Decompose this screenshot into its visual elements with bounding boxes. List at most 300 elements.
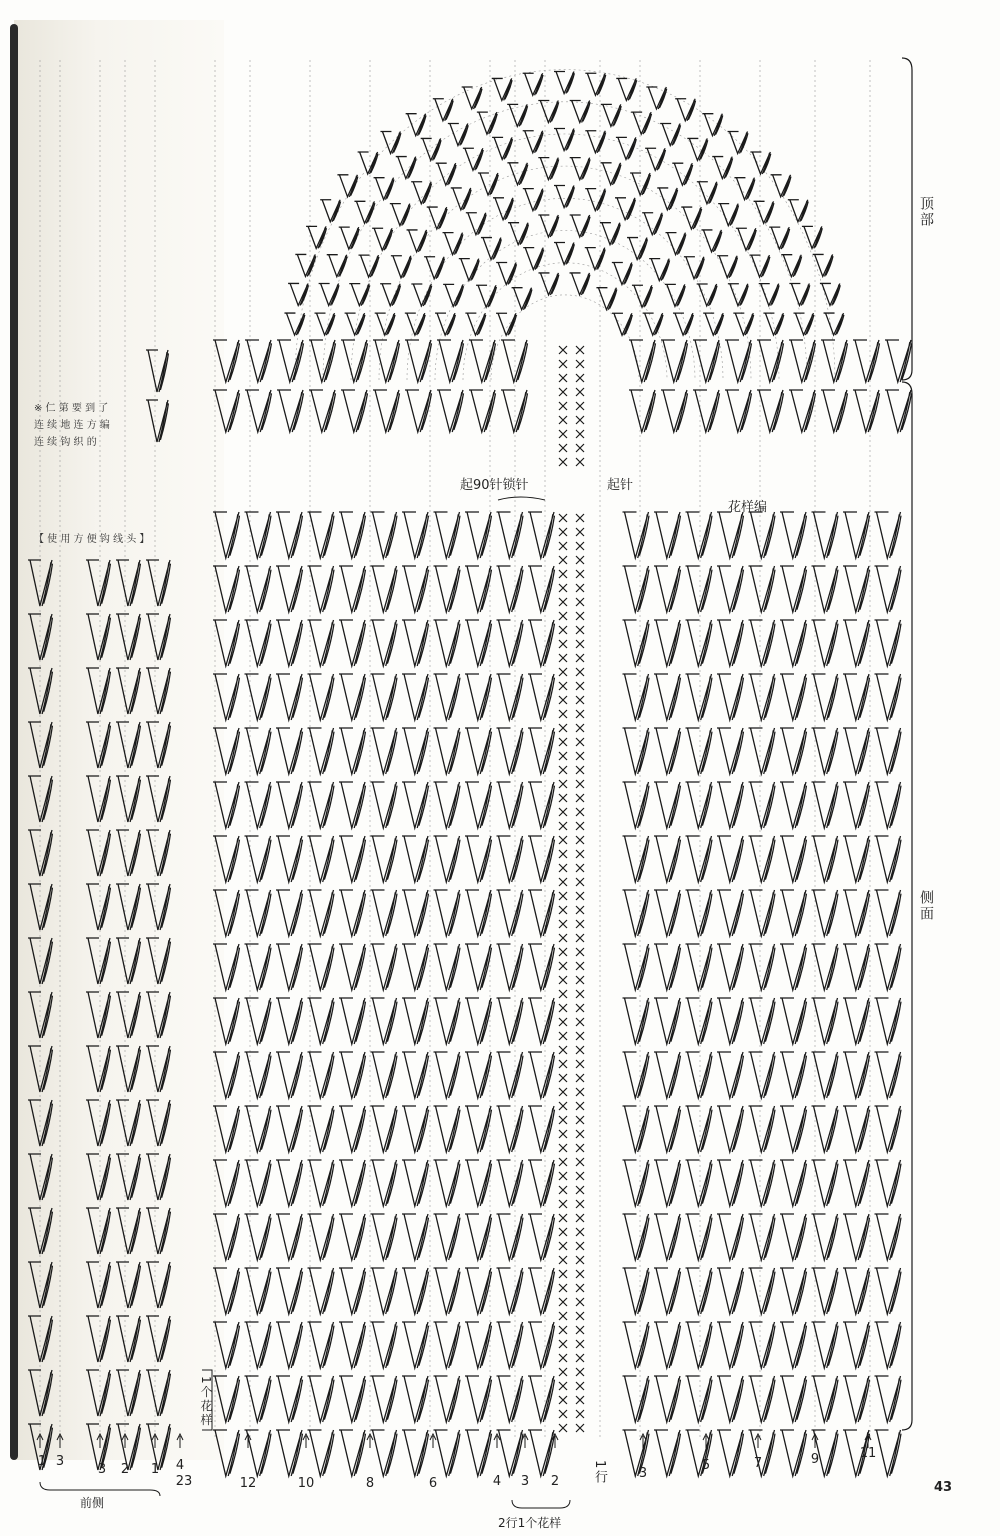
stitch-icon (284, 313, 304, 335)
stitch-icon (780, 1052, 806, 1098)
stitch-icon (116, 884, 140, 930)
x-chain-stitch-icon (559, 990, 567, 998)
stitch-icon (749, 1214, 775, 1260)
stitch-icon (245, 728, 271, 774)
stitch-icon (465, 836, 491, 882)
stitch-icon (780, 512, 806, 558)
x-chain-stitch-icon (576, 948, 584, 956)
stitch-icon (733, 313, 753, 335)
stitch-icon (405, 340, 431, 382)
stitch-icon (749, 1268, 775, 1314)
x-chain-stitch-icon (559, 1312, 567, 1320)
stitch-icon (717, 1106, 743, 1152)
stitch-icon (146, 560, 170, 606)
stitch-icon (86, 884, 110, 930)
stitch-icon (654, 1214, 680, 1260)
stitch-icon (339, 1376, 365, 1422)
stitch-icon (402, 620, 428, 666)
stitch-icon (276, 1322, 302, 1368)
stitch-icon (146, 776, 170, 822)
stitch-icon (371, 836, 397, 882)
x-chain-stitch-icon (559, 346, 567, 354)
stitch-icon (875, 782, 901, 828)
stitch-icon (749, 512, 775, 558)
stitch-icon (434, 620, 460, 666)
stitch-icon (570, 100, 590, 122)
x-chain-stitch-icon (559, 1410, 567, 1418)
stitch-icon (276, 1160, 302, 1206)
stitch-icon (528, 566, 554, 612)
stitch-icon (116, 668, 140, 714)
stitch-icon (585, 248, 605, 270)
stitch-icon (717, 836, 743, 882)
stitch-icon (402, 1214, 428, 1260)
stitch-icon (875, 728, 901, 774)
stitch-icon (371, 620, 397, 666)
stitch-icon (687, 138, 707, 160)
x-chain-stitch-icon (559, 1354, 567, 1362)
stitch-icon (523, 131, 543, 153)
stitch-icon (213, 998, 239, 1044)
stitch-icon (853, 390, 879, 432)
stitch-icon (843, 836, 869, 882)
x-chain-stitch-icon (559, 612, 567, 620)
x-chain-stitch-icon (576, 1382, 584, 1390)
x-chain-stitch-icon (576, 990, 584, 998)
x-chain-stitch-icon (559, 822, 567, 830)
x-chain-stitch-icon (559, 1228, 567, 1236)
stitch-icon (308, 728, 334, 774)
stitch-icon (434, 782, 460, 828)
stitch-icon (276, 836, 302, 882)
stitch-icon (654, 1376, 680, 1422)
x-chain-stitch-icon (559, 836, 567, 844)
stitch-icon (623, 620, 649, 666)
x-chain-stitch-icon (559, 1116, 567, 1124)
stitch-icon (528, 998, 554, 1044)
stitch-icon (245, 340, 271, 382)
stitch-icon (465, 944, 491, 990)
stitch-icon (843, 1160, 869, 1206)
stitch-icon (276, 1052, 302, 1098)
stitch-icon (358, 152, 378, 174)
stitch-icon (339, 1268, 365, 1314)
stitch-icon (213, 620, 239, 666)
stitch-icon (673, 313, 693, 335)
pattern-stitch-label: 花样编 (728, 500, 768, 515)
stitch-icon (463, 148, 483, 170)
stitch-icon (465, 566, 491, 612)
page-number: 43 (934, 1480, 953, 1495)
stitch-icon (497, 1106, 523, 1152)
stitch-icon (497, 1160, 523, 1206)
stitch-icon (824, 313, 844, 335)
stitch-icon (435, 313, 455, 335)
stitch-icon (596, 288, 616, 310)
stitch-icon (146, 992, 170, 1038)
stitch-icon (245, 998, 271, 1044)
stitch-icon (436, 163, 456, 185)
x-chain-stitch-icon (559, 444, 567, 452)
stitch-icon (213, 1214, 239, 1260)
stitch-icon (371, 1106, 397, 1152)
x-chain-stitch-icon (576, 1130, 584, 1138)
side-bracket (902, 382, 912, 1430)
stitch-icon (493, 198, 513, 220)
stitch-icon (528, 728, 554, 774)
stitch-icon (654, 998, 680, 1044)
stitch-icon (86, 992, 110, 1038)
stitch-icon (672, 163, 692, 185)
top-bracket (902, 58, 912, 380)
stitch-icon (277, 390, 303, 432)
x-chain-stitch-icon (576, 640, 584, 648)
stitch-icon (507, 104, 527, 126)
stitch-icon (585, 73, 605, 95)
stitch-icon (448, 124, 468, 146)
x-chain-stitch-icon (576, 1116, 584, 1124)
up-arrow-icon (97, 1434, 103, 1448)
stitch-icon (146, 722, 170, 768)
stitch-icon (812, 1376, 838, 1422)
x-chain-stitch-icon (559, 542, 567, 550)
x-chain-stitch-icon (576, 570, 584, 578)
stitch-icon (769, 227, 789, 249)
stitch-icon (875, 620, 901, 666)
stitch-icon (465, 998, 491, 1044)
stitch-icon (665, 233, 685, 255)
stitch-icon (717, 1160, 743, 1206)
col-number: 1 (37, 1454, 47, 1469)
stitch-icon (405, 313, 425, 335)
stitch-icon (86, 614, 110, 660)
x-chain-stitch-icon (576, 1424, 584, 1432)
stitch-icon (276, 728, 302, 774)
x-chain-stitch-icon (559, 1200, 567, 1208)
stitch-icon (339, 512, 365, 558)
x-chain-stitch-icon (576, 892, 584, 900)
stitch-icon (465, 1430, 491, 1476)
stitch-icon (717, 890, 743, 936)
x-chain-stitch-icon (576, 1144, 584, 1152)
stitch-icon (146, 938, 170, 984)
stitch-icon (434, 1268, 460, 1314)
stitch-icon (686, 566, 712, 612)
col-number: 11 (859, 1446, 877, 1461)
x-chain-stitch-icon (576, 528, 584, 536)
stitch-icon (497, 1322, 523, 1368)
stitch-icon (116, 1154, 140, 1200)
col-number: 4 (175, 1458, 185, 1473)
pattern-repeat-brace (512, 1500, 570, 1508)
stitch-icon (406, 114, 426, 136)
x-chain-stitch-icon (576, 836, 584, 844)
start-label: 起针 (607, 478, 634, 493)
x-chain-stitch-icon (576, 864, 584, 872)
x-chain-stitch-icon (576, 626, 584, 634)
stitch-icon (276, 620, 302, 666)
stitch-icon (523, 189, 543, 211)
stitch-icon (86, 560, 110, 606)
stitch-icon (812, 1268, 838, 1314)
stitch-icon (717, 620, 743, 666)
x-chain-stitch-icon (576, 1172, 584, 1180)
stitch-icon (601, 104, 621, 126)
stitch-icon (812, 566, 838, 612)
stitch-icon (528, 620, 554, 666)
x-chain-stitch-icon (559, 738, 567, 746)
stitch-icon (308, 1106, 334, 1152)
stitch-icon (116, 830, 140, 876)
stitch-icon (570, 158, 590, 180)
stitch-icon (623, 1322, 649, 1368)
stitch-icon (528, 944, 554, 990)
stitch-icon (717, 512, 743, 558)
stitch-icon (481, 238, 501, 260)
stitch-icon (789, 390, 815, 432)
stitch-icon (623, 1268, 649, 1314)
stitch-icon (717, 1322, 743, 1368)
stitch-icon (717, 674, 743, 720)
stitch-icon (497, 836, 523, 882)
x-chain-stitch-icon (576, 906, 584, 914)
stitch-icon (570, 215, 590, 237)
stitch-icon (308, 1430, 334, 1476)
stitch-icon (402, 998, 428, 1044)
stitch-icon (308, 998, 334, 1044)
stitch-icon (601, 163, 621, 185)
stitch-icon (728, 284, 748, 306)
stitch-icon (843, 1052, 869, 1098)
stitch-icon (875, 1160, 901, 1206)
stitch-icon (308, 1052, 334, 1098)
stitch-icon (411, 284, 431, 306)
stitch-icon (245, 674, 271, 720)
stitch-icon (780, 1106, 806, 1152)
stitch-icon (337, 175, 357, 197)
x-chain-stitch-icon (559, 976, 567, 984)
stitch-icon (476, 285, 496, 307)
stitch-icon (497, 1052, 523, 1098)
row-one-label: 1行 (592, 1460, 607, 1486)
stitch-icon (434, 836, 460, 882)
stitch-icon (213, 1322, 239, 1368)
stitch-icon (288, 283, 308, 305)
stitch-icon (793, 313, 813, 335)
stitch-icon (497, 512, 523, 558)
x-chain-stitch-icon (576, 1228, 584, 1236)
stitch-icon (373, 340, 399, 382)
stitch-icon (554, 186, 574, 208)
x-chain-stitch-icon (576, 780, 584, 788)
col-number: 2 (550, 1474, 560, 1489)
stitch-icon (538, 273, 558, 295)
stitch-icon (339, 1052, 365, 1098)
stitch-icon (319, 284, 339, 306)
stitch-icon (402, 782, 428, 828)
stitch-icon (116, 560, 140, 606)
note-line: 连 续 地 连 方 编 (34, 420, 110, 431)
stitch-icon (686, 944, 712, 990)
stitch-icon (528, 1268, 554, 1314)
stitch-icon (371, 1214, 397, 1260)
stitch-icon (749, 1106, 775, 1152)
stitch-icon (681, 207, 701, 229)
stitch-icon (213, 1430, 239, 1476)
note-line: 连 续 钩 织 的 (34, 437, 97, 448)
x-chain-stitch-icon (559, 570, 567, 578)
stitch-icon (757, 390, 783, 432)
stitch-icon (497, 944, 523, 990)
x-chain-stitch-icon (559, 1214, 567, 1222)
stitch-icon (654, 890, 680, 936)
x-chain-stitch-icon (576, 878, 584, 886)
x-chain-stitch-icon (559, 1130, 567, 1138)
stitch-icon (371, 998, 397, 1044)
stitch-icon (654, 620, 680, 666)
stitch-icon (213, 340, 239, 382)
stitch-icon (843, 620, 869, 666)
x-chain-stitch-icon (576, 822, 584, 830)
stitch-icon (308, 512, 334, 558)
stitch-icon (642, 213, 662, 235)
stitch-icon (116, 938, 140, 984)
stitch-icon (717, 1430, 743, 1476)
stitch-icon (434, 566, 460, 612)
x-chain-stitch-icon (576, 738, 584, 746)
stitch-icon (629, 390, 655, 432)
stitch-icon (492, 137, 512, 159)
stitch-icon (528, 1322, 554, 1368)
stitch-icon (276, 512, 302, 558)
x-chain-stitch-icon (576, 1396, 584, 1404)
stitch-icon (396, 157, 416, 179)
stitch-icon (643, 313, 663, 335)
stitch-icon (146, 668, 170, 714)
stitch-icon (339, 782, 365, 828)
stitch-icon (411, 182, 431, 204)
x-chain-stitch-icon (576, 584, 584, 592)
x-chain-stitch-icon (576, 1298, 584, 1306)
stitch-icon (780, 890, 806, 936)
stitch-icon (402, 1106, 428, 1152)
stitch-icon (875, 512, 901, 558)
stitch-icon (339, 1214, 365, 1260)
stitch-icon (812, 998, 838, 1044)
col-number: 3 (520, 1474, 530, 1489)
x-chain-stitch-icon (576, 1158, 584, 1166)
stitch-icon (116, 992, 140, 1038)
col-number: 12 (239, 1476, 257, 1491)
stitch-icon (402, 1376, 428, 1422)
stitch-icon (380, 132, 400, 154)
x-chain-stitch-icon (559, 1382, 567, 1390)
stitch-icon (434, 728, 460, 774)
x-chain-stitch-icon (576, 1032, 584, 1040)
stitch-icon (339, 566, 365, 612)
stitch-icon (686, 1160, 712, 1206)
stitch-icon (712, 157, 732, 179)
x-chain-stitch-icon (559, 696, 567, 704)
stitch-icon (443, 233, 463, 255)
stitch-icon (86, 1262, 110, 1308)
stitch-icon (339, 1430, 365, 1476)
stitch-icon (788, 200, 808, 222)
stitch-icon (843, 1322, 869, 1368)
stitch-icon (213, 390, 239, 432)
stitch-icon (213, 836, 239, 882)
stitch-icon (465, 1052, 491, 1098)
x-chain-stitch-icon (576, 696, 584, 704)
stitch-icon (465, 512, 491, 558)
stitch-icon (371, 1376, 397, 1422)
up-arrow-icon (37, 1434, 43, 1448)
x-chain-stitch-icon (559, 598, 567, 606)
stitch-icon (402, 836, 428, 882)
stitch-icon (497, 1430, 523, 1476)
x-chain-stitch-icon (576, 808, 584, 816)
stitch-icon (749, 1322, 775, 1368)
stitch-icon (686, 728, 712, 774)
stitch-icon (308, 836, 334, 882)
x-chain-stitch-icon (576, 542, 584, 550)
stitch-icon (570, 273, 590, 295)
x-chain-stitch-icon (576, 850, 584, 858)
stitch-icon (276, 890, 302, 936)
x-chain-stitch-icon (576, 612, 584, 620)
x-chain-stitch-icon (559, 584, 567, 592)
stitch-icon (372, 228, 392, 250)
stitch-icon (339, 227, 359, 249)
stitch-icon (875, 998, 901, 1044)
stitch-icon (623, 1052, 649, 1098)
up-arrow-icon (303, 1434, 309, 1448)
stitch-icon (497, 998, 523, 1044)
stitch-icon (717, 998, 743, 1044)
x-chain-stitch-icon (559, 906, 567, 914)
stitch-icon (245, 1106, 271, 1152)
stitch-icon (86, 776, 110, 822)
stitch-icon (843, 566, 869, 612)
stitch-icon (146, 614, 170, 660)
stitch-icon (245, 1160, 271, 1206)
stitch-icon (780, 728, 806, 774)
stitch-icon (675, 99, 695, 121)
stitch-icon (585, 131, 605, 153)
stitch-icon (277, 340, 303, 382)
stitch-icon (717, 1052, 743, 1098)
stitch-icon (554, 243, 574, 265)
stitch-icon (371, 728, 397, 774)
x-chain-stitch-icon (576, 444, 584, 452)
stitch-icon (623, 512, 649, 558)
stitch-icon (528, 1160, 554, 1206)
stitch-icon (717, 944, 743, 990)
stitch-icon (339, 944, 365, 990)
stitch-icon (686, 1322, 712, 1368)
stitch-icon (749, 998, 775, 1044)
x-chain-stitch-icon (559, 1032, 567, 1040)
stitch-icon (146, 350, 168, 392)
stitch-icon (843, 728, 869, 774)
stitch-icon (875, 1214, 901, 1260)
stitch-icon (702, 114, 722, 136)
stitch-icon (686, 890, 712, 936)
stitch-icon (754, 201, 774, 223)
stitch-icon (749, 1160, 775, 1206)
x-chain-stitch-icon (576, 920, 584, 928)
stitch-icon (213, 944, 239, 990)
